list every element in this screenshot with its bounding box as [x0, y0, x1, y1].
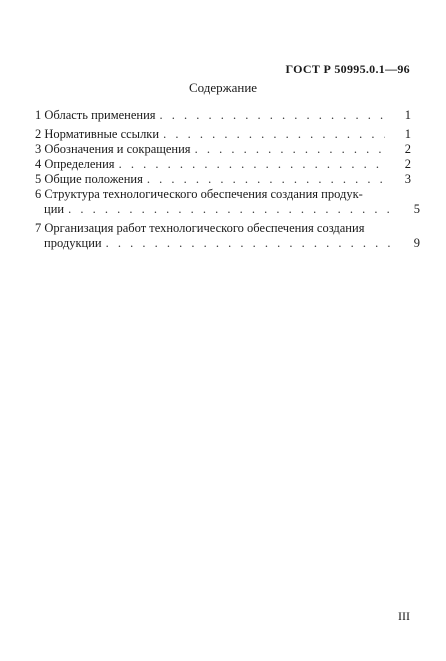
toc-entry-4[interactable] [35, 157, 411, 172]
toc-entry-7[interactable] [35, 221, 420, 251]
page-number: III [398, 609, 410, 623]
toc-entry-text: 4 Определения [35, 157, 115, 171]
toc-entry-page: 5 [413, 202, 420, 216]
toc-entry-page: 2 [404, 157, 411, 171]
toc-entry-2[interactable] [35, 127, 411, 142]
leader-dots [68, 202, 394, 217]
leader-dots [147, 172, 385, 187]
toc-entry-3[interactable] [35, 142, 411, 157]
leader-dots [119, 157, 385, 172]
toc-entry-page: 1 [404, 108, 411, 122]
toc-entry-page: 2 [404, 142, 411, 156]
toc-entry-page: 1 [404, 127, 411, 141]
toc-title: Содержание [188, 80, 258, 95]
toc-entry-text-line2: ции [44, 202, 65, 216]
toc-entry-text-line2: продукции [44, 236, 102, 250]
leader-dots [163, 127, 385, 142]
toc-entry-text: 1 Область применения [35, 108, 156, 122]
standard-code: ГОСТ Р 50995.0.1—96 [285, 62, 410, 76]
toc-entry-6[interactable] [35, 187, 420, 217]
leader-dots [106, 236, 394, 251]
toc-entry-text: 3 Обозначения и сокращения [35, 142, 191, 156]
toc-entry-text: 2 Нормативные ссылки [35, 127, 160, 141]
toc-entry-text-line1: 7 Организация работ технологического обеспечения создания [35, 221, 365, 235]
toc-entry-text-line1: 6 Структура технологического обеспечения создания продук- [35, 187, 363, 201]
toc-entry-text: 5 Общие положения [35, 172, 143, 186]
table-of-contents [35, 108, 420, 251]
toc-entry-page: 3 [404, 172, 411, 186]
toc-entry-5[interactable] [35, 172, 411, 187]
leader-dots [160, 108, 385, 123]
toc-entry-1[interactable] [35, 108, 411, 123]
toc-entry-page: 9 [413, 236, 420, 250]
leader-dots [195, 142, 385, 157]
